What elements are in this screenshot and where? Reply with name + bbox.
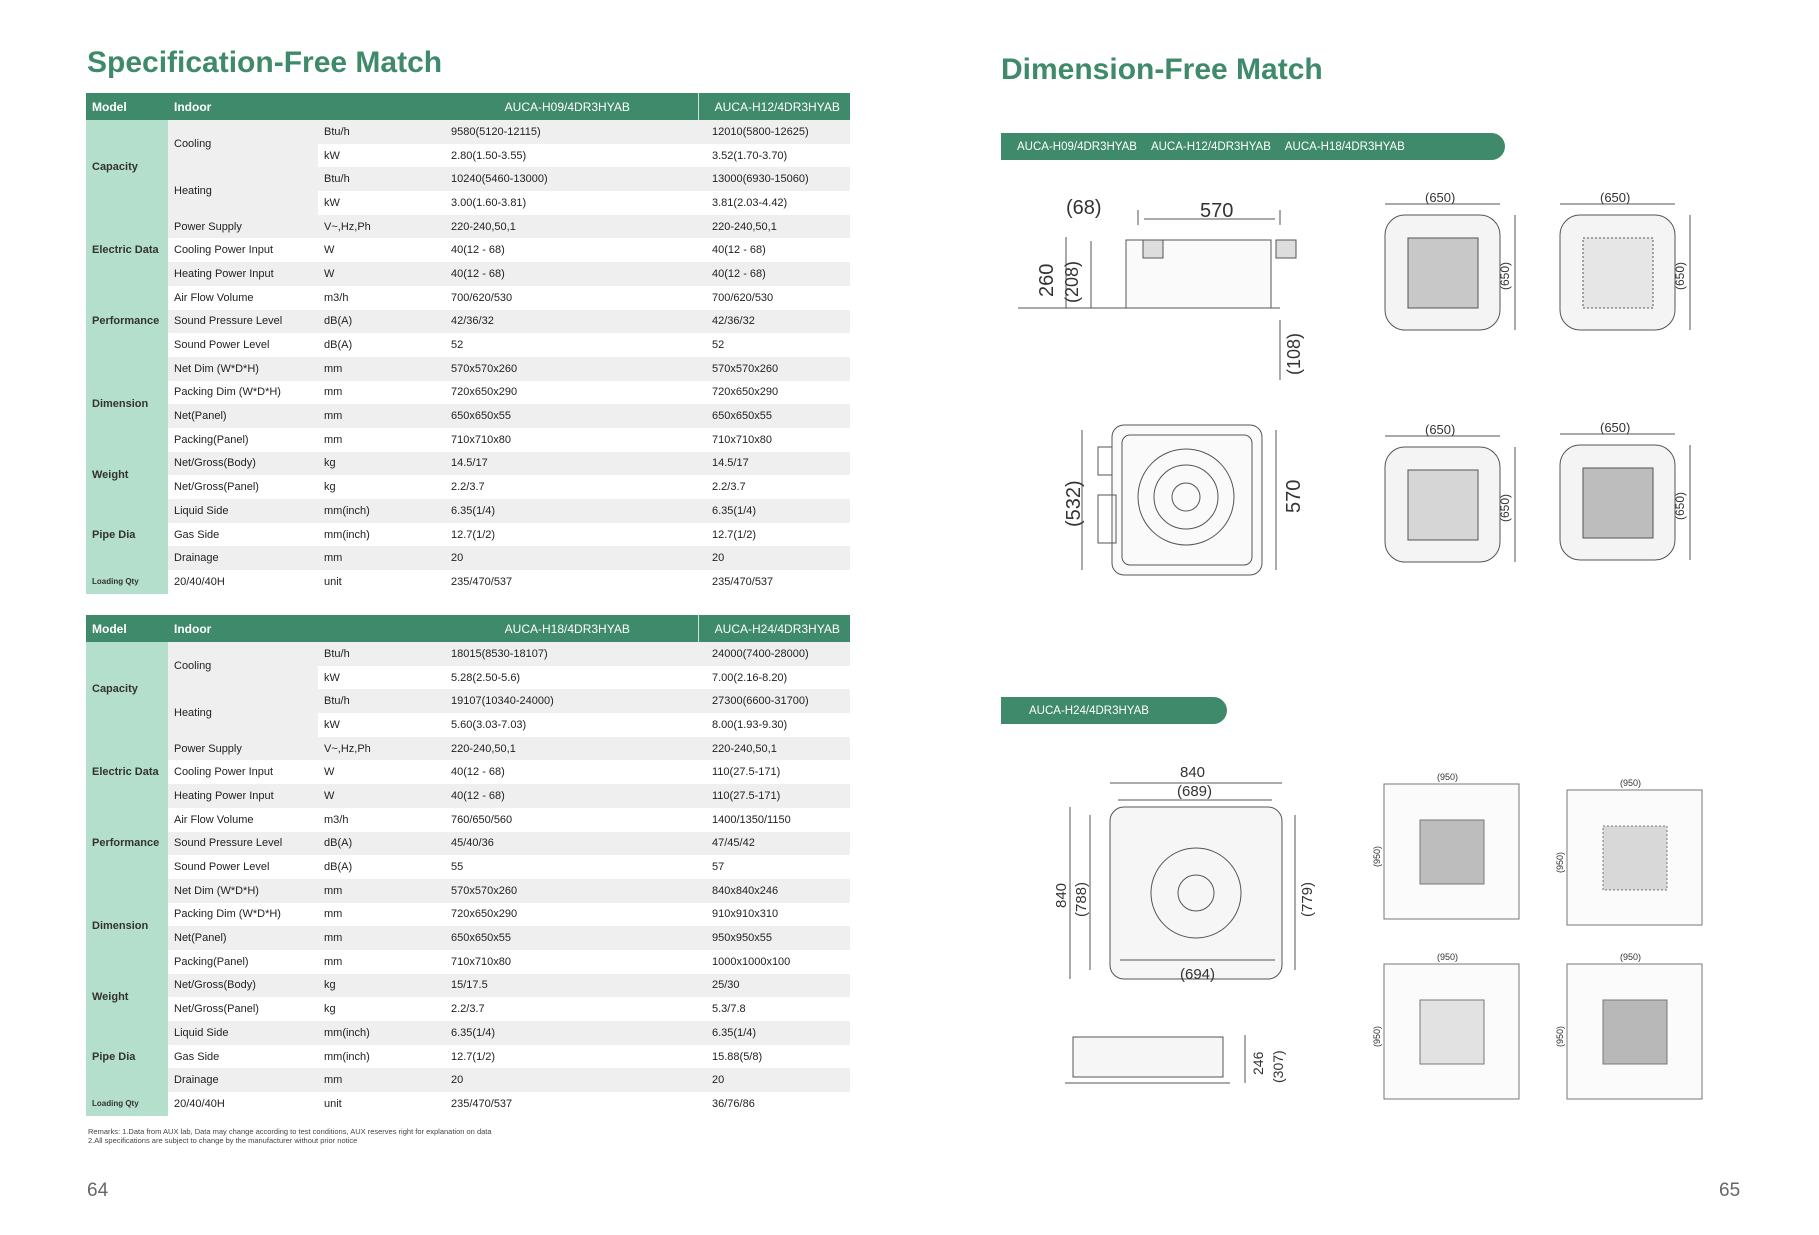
row-group: Performance bbox=[86, 286, 168, 357]
row-unit: W bbox=[318, 262, 431, 286]
row-value-1: 710x710x80 bbox=[431, 428, 698, 452]
row-value-2: 3.52(1.70-3.70) bbox=[698, 144, 850, 168]
table-row bbox=[86, 879, 850, 903]
row-unit: W bbox=[318, 238, 431, 262]
row-value-2: 840x840x246 bbox=[698, 879, 850, 903]
row-item: Net/Gross(Panel) bbox=[168, 997, 318, 1021]
row-value-1: 650x650x55 bbox=[431, 404, 698, 428]
row-unit: Btu/h bbox=[318, 689, 431, 713]
row-value-1: 40(12 - 68) bbox=[431, 262, 698, 286]
dim-height: 260 bbox=[1036, 263, 1058, 297]
large-side-height: 246 bbox=[1250, 1051, 1266, 1075]
header-model: Model bbox=[86, 615, 168, 642]
row-value-2: 7.00(2.16-8.20) bbox=[698, 666, 850, 690]
panel-drawing-small-3 bbox=[1380, 422, 1530, 592]
row-unit: mm(inch) bbox=[318, 1021, 431, 1045]
row-value-2: 950x950x55 bbox=[698, 926, 850, 950]
table-row bbox=[86, 404, 850, 428]
row-unit: dB(A) bbox=[318, 855, 431, 879]
row-group: Capacity bbox=[86, 642, 168, 737]
table-header bbox=[86, 93, 850, 120]
header-model-2: AUCA-H12/4DR3HYAB bbox=[698, 93, 850, 120]
row-group: Capacity bbox=[86, 120, 168, 215]
row-unit: kg bbox=[318, 997, 431, 1021]
row-item: Packing Dim (W*D*H) bbox=[168, 903, 318, 927]
row-item: Net(Panel) bbox=[168, 404, 318, 428]
row-value-1: 2.2/3.7 bbox=[431, 997, 698, 1021]
row-unit: kW bbox=[318, 144, 431, 168]
row-item: Liquid Side bbox=[168, 499, 318, 523]
left-page-title: Specification-Free Match bbox=[87, 46, 443, 79]
row-unit: m3/h bbox=[318, 286, 431, 310]
row-item: Cooling bbox=[168, 120, 318, 167]
row-value-1: 40(12 - 68) bbox=[431, 760, 698, 784]
large-depth: 840 bbox=[1053, 882, 1070, 908]
row-value-2: 910x910x310 bbox=[698, 903, 850, 927]
panel-dim: (950) bbox=[1372, 1025, 1382, 1047]
row-unit: W bbox=[318, 760, 431, 784]
table-row bbox=[86, 737, 850, 761]
row-group: Dimension bbox=[86, 879, 168, 974]
dim-below: (108) bbox=[1284, 332, 1304, 375]
row-value-2: 40(12 - 68) bbox=[698, 262, 850, 286]
row-group: Pipe Dia bbox=[86, 1021, 168, 1092]
row-unit: unit bbox=[318, 1092, 431, 1116]
row-value-1: 15/17.5 bbox=[431, 974, 698, 998]
row-value-2: 40(12 - 68) bbox=[698, 238, 850, 262]
row-item: Sound Pressure Level bbox=[168, 832, 318, 856]
panel-dim-side: (650) bbox=[1673, 491, 1687, 520]
row-item: Heating Power Input bbox=[168, 784, 318, 808]
row-item: Sound Pressure Level bbox=[168, 310, 318, 334]
pill-model: AUCA-H18/4DR3HYAB bbox=[1284, 140, 1405, 153]
row-item: Net(Panel) bbox=[168, 926, 318, 950]
table-row bbox=[86, 215, 850, 239]
model-pill-large bbox=[1001, 697, 1227, 724]
panel-drawing-small-2 bbox=[1555, 190, 1705, 360]
panel-dim-top: (650) bbox=[1425, 422, 1456, 437]
row-value-2: 57 bbox=[698, 855, 850, 879]
row-group: Loading Qty bbox=[86, 570, 168, 594]
remark-line-1: Remarks: 1.Data from AUX lab, Data may change according to test conditions, AUX reserves right for explanation on data bbox=[88, 1127, 492, 1136]
row-group: Electric Data bbox=[86, 737, 168, 808]
row-unit: mm bbox=[318, 357, 431, 381]
panel-drawing-large-3 bbox=[1372, 952, 1532, 1112]
table-row bbox=[86, 903, 850, 927]
row-value-1: 42/36/32 bbox=[431, 310, 698, 334]
row-value-1: 55 bbox=[431, 855, 698, 879]
row-unit: dB(A) bbox=[318, 832, 431, 856]
row-unit: V~,Hz,Ph bbox=[318, 737, 431, 761]
row-value-1: 710x710x80 bbox=[431, 950, 698, 974]
row-unit: dB(A) bbox=[318, 310, 431, 334]
row-group: Electric Data bbox=[86, 215, 168, 286]
row-value-2: 12010(5800-12625) bbox=[698, 120, 850, 144]
row-value-2: 24000(7400-28000) bbox=[698, 642, 850, 666]
row-value-2: 1400/1350/1150 bbox=[698, 808, 850, 832]
table-row bbox=[86, 950, 850, 974]
row-value-1: 9580(5120-12115) bbox=[431, 120, 698, 144]
plan-inner: (532) bbox=[1063, 480, 1085, 527]
row-unit: mm bbox=[318, 546, 431, 570]
panel-drawing-large-4 bbox=[1555, 952, 1715, 1112]
row-item: Cooling Power Input bbox=[168, 760, 318, 784]
row-group: Performance bbox=[86, 808, 168, 879]
header-indoor: Indoor bbox=[168, 93, 318, 120]
row-value-2: 13000(6930-15060) bbox=[698, 167, 850, 191]
panel-dim: (950) bbox=[1620, 778, 1642, 788]
row-value-2: 25/30 bbox=[698, 974, 850, 998]
row-value-1: 235/470/537 bbox=[431, 1092, 698, 1116]
row-value-2: 20 bbox=[698, 546, 850, 570]
table-row bbox=[86, 784, 850, 808]
table-row bbox=[86, 262, 850, 286]
table-row bbox=[86, 120, 850, 144]
row-unit: Btu/h bbox=[318, 642, 431, 666]
row-value-1: 760/650/560 bbox=[431, 808, 698, 832]
row-unit: kg bbox=[318, 452, 431, 476]
header-model: Model bbox=[86, 93, 168, 120]
dim-offset: (68) bbox=[1066, 197, 1102, 219]
row-value-2: 650x650x55 bbox=[698, 404, 850, 428]
row-value-2: 110(27.5-171) bbox=[698, 760, 850, 784]
row-unit: kg bbox=[318, 974, 431, 998]
spec-table-2 bbox=[86, 615, 850, 1116]
row-unit: mm bbox=[318, 381, 431, 405]
panel-dim-top: (650) bbox=[1600, 420, 1631, 435]
row-value-2: 12.7(1/2) bbox=[698, 523, 850, 547]
table-row bbox=[86, 333, 850, 357]
row-value-1: 3.00(1.60-3.81) bbox=[431, 191, 698, 215]
row-item: Air Flow Volume bbox=[168, 808, 318, 832]
row-value-1: 720x650x290 bbox=[431, 381, 698, 405]
row-value-1: 220-240,50,1 bbox=[431, 215, 698, 239]
remarks bbox=[88, 1127, 492, 1145]
table-row bbox=[86, 808, 850, 832]
side-view-drawing-large bbox=[1065, 1025, 1295, 1095]
pill-model: AUCA-H12/4DR3HYAB bbox=[1150, 140, 1271, 153]
panel-dim: (950) bbox=[1555, 851, 1565, 873]
row-unit: mm bbox=[318, 428, 431, 452]
header-model-1: AUCA-H09/4DR3HYAB bbox=[431, 93, 698, 120]
row-group: Weight bbox=[86, 974, 168, 1021]
row-value-1: 20 bbox=[431, 546, 698, 570]
table-row bbox=[86, 428, 850, 452]
table-row bbox=[86, 642, 850, 666]
table-row bbox=[86, 689, 850, 713]
left-page-number: 64 bbox=[87, 1180, 109, 1201]
row-item: Net/Gross(Panel) bbox=[168, 475, 318, 499]
row-unit: kW bbox=[318, 191, 431, 215]
row-item: Packing(Panel) bbox=[168, 950, 318, 974]
panel-dim-top: (650) bbox=[1425, 190, 1456, 205]
row-unit: W bbox=[318, 784, 431, 808]
row-value-1: 220-240,50,1 bbox=[431, 737, 698, 761]
row-value-2: 14.5/17 bbox=[698, 452, 850, 476]
model-pill-small bbox=[1001, 133, 1505, 160]
table-row bbox=[86, 1021, 850, 1045]
row-value-1: 720x650x290 bbox=[431, 903, 698, 927]
large-bottom-dim bbox=[1050, 955, 1310, 995]
row-item: Power Supply bbox=[168, 737, 318, 761]
large-right-depth: (779) bbox=[1299, 881, 1316, 917]
row-item: Drainage bbox=[168, 546, 318, 570]
row-value-2: 720x650x290 bbox=[698, 381, 850, 405]
row-value-2: 27300(6600-31700) bbox=[698, 689, 850, 713]
row-unit: mm(inch) bbox=[318, 499, 431, 523]
table-header bbox=[86, 615, 850, 642]
row-value-1: 10240(5460-13000) bbox=[431, 167, 698, 191]
row-value-1: 2.2/3.7 bbox=[431, 475, 698, 499]
panel-drawing-small-1 bbox=[1380, 190, 1530, 360]
table-row bbox=[86, 546, 850, 570]
row-item: Net/Gross(Body) bbox=[168, 452, 318, 476]
row-value-2: 2.2/3.7 bbox=[698, 475, 850, 499]
row-value-1: 52 bbox=[431, 333, 698, 357]
row-value-2: 3.81(2.03-4.42) bbox=[698, 191, 850, 215]
panel-dim-side: (650) bbox=[1673, 261, 1687, 290]
row-value-2: 710x710x80 bbox=[698, 428, 850, 452]
table-row bbox=[86, 238, 850, 262]
panel-dim: (950) bbox=[1437, 952, 1459, 962]
row-value-1: 6.35(1/4) bbox=[431, 1021, 698, 1045]
row-value-1: 40(12 - 68) bbox=[431, 238, 698, 262]
row-value-1: 5.60(3.03-7.03) bbox=[431, 713, 698, 737]
table-row bbox=[86, 832, 850, 856]
plan-view-drawing-large bbox=[1050, 764, 1316, 980]
row-value-2: 5.3/7.8 bbox=[698, 997, 850, 1021]
large-inner-depth: (788) bbox=[1073, 881, 1090, 917]
row-value-2: 220-240,50,1 bbox=[698, 215, 850, 239]
large-side-height-2: (307) bbox=[1270, 1050, 1286, 1083]
row-value-1: 6.35(1/4) bbox=[431, 499, 698, 523]
row-unit: mm bbox=[318, 879, 431, 903]
row-unit: mm(inch) bbox=[318, 1045, 431, 1069]
row-item: Power Supply bbox=[168, 215, 318, 239]
row-value-2: 220-240,50,1 bbox=[698, 737, 850, 761]
table-row bbox=[86, 310, 850, 334]
row-value-1: 570x570x260 bbox=[431, 879, 698, 903]
row-value-1: 40(12 - 68) bbox=[431, 784, 698, 808]
panel-dim: (950) bbox=[1555, 1025, 1565, 1047]
row-unit: dB(A) bbox=[318, 333, 431, 357]
row-unit: kg bbox=[318, 475, 431, 499]
row-value-2: 47/45/42 bbox=[698, 832, 850, 856]
row-item: Sound Power Level bbox=[168, 333, 318, 357]
row-group: Loading Qty bbox=[86, 1092, 168, 1116]
row-item: Heating bbox=[168, 689, 318, 736]
row-value-2: 8.00(1.93-9.30) bbox=[698, 713, 850, 737]
row-value-1: 45/40/36 bbox=[431, 832, 698, 856]
row-value-1: 570x570x260 bbox=[431, 357, 698, 381]
spec-table-1 bbox=[86, 93, 850, 594]
table-row bbox=[86, 570, 850, 594]
row-value-1: 2.80(1.50-3.55) bbox=[431, 144, 698, 168]
row-group: Pipe Dia bbox=[86, 499, 168, 570]
row-value-2: 235/470/537 bbox=[698, 570, 850, 594]
row-group: Weight bbox=[86, 452, 168, 499]
row-value-2: 6.35(1/4) bbox=[698, 499, 850, 523]
row-value-1: 14.5/17 bbox=[431, 452, 698, 476]
remark-line-2: 2.All specifications are subject to change by the manufacturer without prior notice bbox=[88, 1136, 358, 1145]
large-inner-width: (689) bbox=[1177, 783, 1213, 800]
table-row bbox=[86, 760, 850, 784]
table-row bbox=[86, 1045, 850, 1069]
row-item: Sound Power Level bbox=[168, 855, 318, 879]
row-item: Liquid Side bbox=[168, 1021, 318, 1045]
row-item: Net Dim (W*D*H) bbox=[168, 357, 318, 381]
row-value-2: 570x570x260 bbox=[698, 357, 850, 381]
table-row bbox=[86, 974, 850, 998]
row-item: 20/40/40H bbox=[168, 570, 318, 594]
right-page-number: 65 bbox=[1719, 1180, 1741, 1201]
row-item: Cooling Power Input bbox=[168, 238, 318, 262]
row-item: Drainage bbox=[168, 1068, 318, 1092]
row-value-2: 6.35(1/4) bbox=[698, 1021, 850, 1045]
row-value-1: 650x650x55 bbox=[431, 926, 698, 950]
row-value-1: 235/470/537 bbox=[431, 570, 698, 594]
row-item: 20/40/40H bbox=[168, 1092, 318, 1116]
header-model-2: AUCA-H24/4DR3HYAB bbox=[698, 615, 850, 642]
table-row bbox=[86, 1068, 850, 1092]
row-unit: Btu/h bbox=[318, 167, 431, 191]
table-row bbox=[86, 855, 850, 879]
row-item: Net/Gross(Body) bbox=[168, 974, 318, 998]
header-indoor: Indoor bbox=[168, 615, 318, 642]
row-unit: Btu/h bbox=[318, 120, 431, 144]
row-value-2: 15.88(5/8) bbox=[698, 1045, 850, 1069]
row-unit: unit bbox=[318, 570, 431, 594]
panel-dim-side: (650) bbox=[1498, 261, 1512, 290]
table-row bbox=[86, 997, 850, 1021]
row-unit: mm bbox=[318, 1068, 431, 1092]
dim-width: 570 bbox=[1200, 200, 1234, 222]
table-row bbox=[86, 523, 850, 547]
table-row bbox=[86, 286, 850, 310]
table-row bbox=[86, 357, 850, 381]
row-value-1: 19107(10340-24000) bbox=[431, 689, 698, 713]
row-value-2: 1000x1000x100 bbox=[698, 950, 850, 974]
pill-model: AUCA-H24/4DR3HYAB bbox=[1029, 704, 1149, 717]
side-view-drawing-small bbox=[1018, 185, 1318, 385]
row-unit: mm bbox=[318, 950, 431, 974]
row-item: Air Flow Volume bbox=[168, 286, 318, 310]
row-value-2: 20 bbox=[698, 1068, 850, 1092]
row-unit: mm(inch) bbox=[318, 523, 431, 547]
panel-drawing-small-4 bbox=[1555, 420, 1705, 590]
plan-depth: 570 bbox=[1283, 479, 1305, 513]
row-value-1: 12.7(1/2) bbox=[431, 523, 698, 547]
table-row bbox=[86, 926, 850, 950]
table-row bbox=[86, 475, 850, 499]
row-item: Gas Side bbox=[168, 523, 318, 547]
row-value-2: 52 bbox=[698, 333, 850, 357]
row-value-2: 700/620/530 bbox=[698, 286, 850, 310]
table-row bbox=[86, 1092, 850, 1116]
panel-dim-top: (650) bbox=[1600, 190, 1631, 205]
row-value-1: 700/620/530 bbox=[431, 286, 698, 310]
row-item: Packing(Panel) bbox=[168, 428, 318, 452]
row-item: Heating bbox=[168, 167, 318, 214]
row-item: Net Dim (W*D*H) bbox=[168, 879, 318, 903]
row-group: Dimension bbox=[86, 357, 168, 452]
plan-view-drawing-small bbox=[1058, 385, 1323, 585]
row-value-2: 110(27.5-171) bbox=[698, 784, 850, 808]
panel-dim: (950) bbox=[1620, 952, 1642, 962]
row-value-2: 42/36/32 bbox=[698, 310, 850, 334]
pill-model: AUCA-H09/4DR3HYAB bbox=[1017, 140, 1137, 153]
row-item: Cooling bbox=[168, 642, 318, 689]
row-unit: kW bbox=[318, 666, 431, 690]
row-unit: m3/h bbox=[318, 808, 431, 832]
panel-drawing-large-1 bbox=[1372, 772, 1532, 932]
panel-dim-side: (650) bbox=[1498, 493, 1512, 522]
row-unit: mm bbox=[318, 404, 431, 428]
table-row bbox=[86, 167, 850, 191]
right-page-title: Dimension-Free Match bbox=[1001, 53, 1323, 86]
panel-drawing-large-2 bbox=[1555, 778, 1715, 938]
row-unit: mm bbox=[318, 903, 431, 927]
row-value-2: 36/76/86 bbox=[698, 1092, 850, 1116]
row-item: Packing Dim (W*D*H) bbox=[168, 381, 318, 405]
table-row bbox=[86, 452, 850, 476]
row-unit: V~,Hz,Ph bbox=[318, 215, 431, 239]
row-unit: mm bbox=[318, 926, 431, 950]
header-model-1: AUCA-H18/4DR3HYAB bbox=[431, 615, 698, 642]
row-value-1: 12.7(1/2) bbox=[431, 1045, 698, 1069]
large-bottom-width: (694) bbox=[1180, 966, 1216, 983]
table-row bbox=[86, 499, 850, 523]
row-value-1: 5.28(2.50-5.6) bbox=[431, 666, 698, 690]
large-width: 840 bbox=[1180, 764, 1206, 781]
row-value-1: 18015(8530-18107) bbox=[431, 642, 698, 666]
panel-dim: (950) bbox=[1437, 772, 1459, 782]
dim-inner-height: (208) bbox=[1062, 260, 1082, 303]
table-row bbox=[86, 381, 850, 405]
row-unit: kW bbox=[318, 713, 431, 737]
row-item: Heating Power Input bbox=[168, 262, 318, 286]
row-item: Gas Side bbox=[168, 1045, 318, 1069]
panel-dim: (950) bbox=[1372, 845, 1382, 867]
row-value-1: 20 bbox=[431, 1068, 698, 1092]
